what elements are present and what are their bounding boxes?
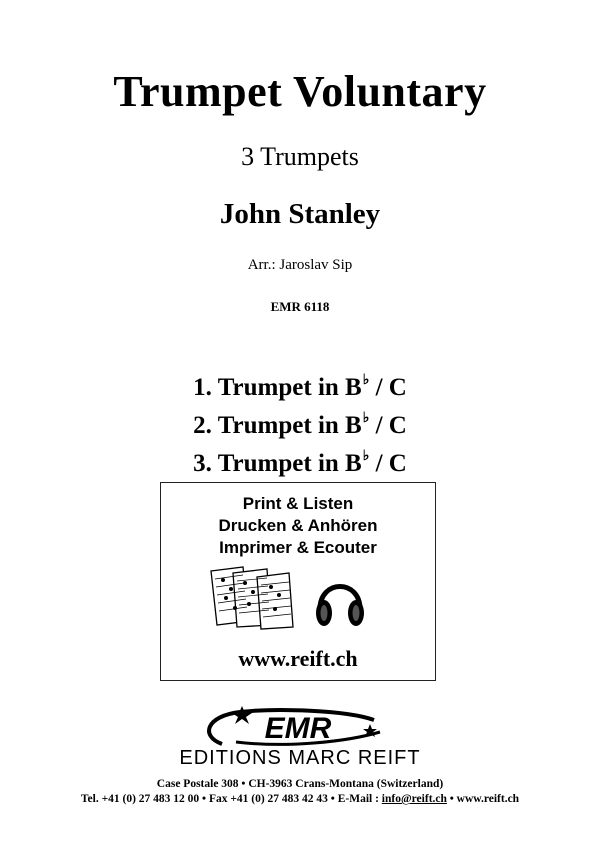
flat-symbol: ♭ <box>362 449 370 464</box>
promo-line-print-listen: Print & Listen <box>242 494 354 513</box>
part-item <box>0 441 600 479</box>
logo-text: EMR <box>264 712 332 745</box>
part-item <box>0 365 600 403</box>
flat-symbol: ♭ <box>362 411 370 426</box>
publisher-contact <box>0 793 600 805</box>
headphones-icon <box>313 575 367 631</box>
part-number: 3. <box>193 450 212 477</box>
contact-prefix: Tel. +41 (0) 27 483 12 00 • Fax +41 (0) 27 483 42 43 • E-Mail : <box>80 793 382 805</box>
part-instrument: Trumpet in B <box>217 450 362 477</box>
arranger: Arr.: Jaroslav Sip <box>247 257 353 273</box>
part-number: 2. <box>193 412 212 439</box>
part-alt: / C <box>375 374 407 401</box>
part-instrument: Trumpet in B <box>217 412 362 439</box>
subtitle: 3 Trumpets <box>241 142 359 171</box>
part-item <box>0 403 600 441</box>
parts-list <box>0 365 600 479</box>
composer: John Stanley <box>219 198 381 230</box>
flat-symbol: ♭ <box>362 373 370 388</box>
title: Trumpet Voluntary <box>113 67 487 116</box>
promo-line-drucken: Drucken & Anhören <box>218 516 378 535</box>
sheet-music-icon <box>209 565 295 631</box>
email-link[interactable]: info@reift.ch <box>381 793 447 805</box>
contact-suffix: • www.reift.ch <box>446 793 520 805</box>
promo-text <box>161 493 435 559</box>
promo-line-imprimer: Imprimer & Ecouter <box>219 538 377 557</box>
part-alt: / C <box>375 412 407 439</box>
promo-box <box>160 482 436 681</box>
catalog-number: EMR 6118 <box>270 299 330 314</box>
promo-url[interactable]: www.reift.ch <box>238 646 358 671</box>
part-alt: / C <box>375 450 407 477</box>
emr-logo <box>196 706 396 748</box>
part-instrument: Trumpet in B <box>217 374 362 401</box>
publisher-name: EDITIONS MARC REIFT <box>179 747 421 769</box>
part-number: 1. <box>193 374 212 401</box>
publisher-address: Case Postale 308 • CH-3963 Crans-Montana (Switzerland) <box>156 778 444 790</box>
